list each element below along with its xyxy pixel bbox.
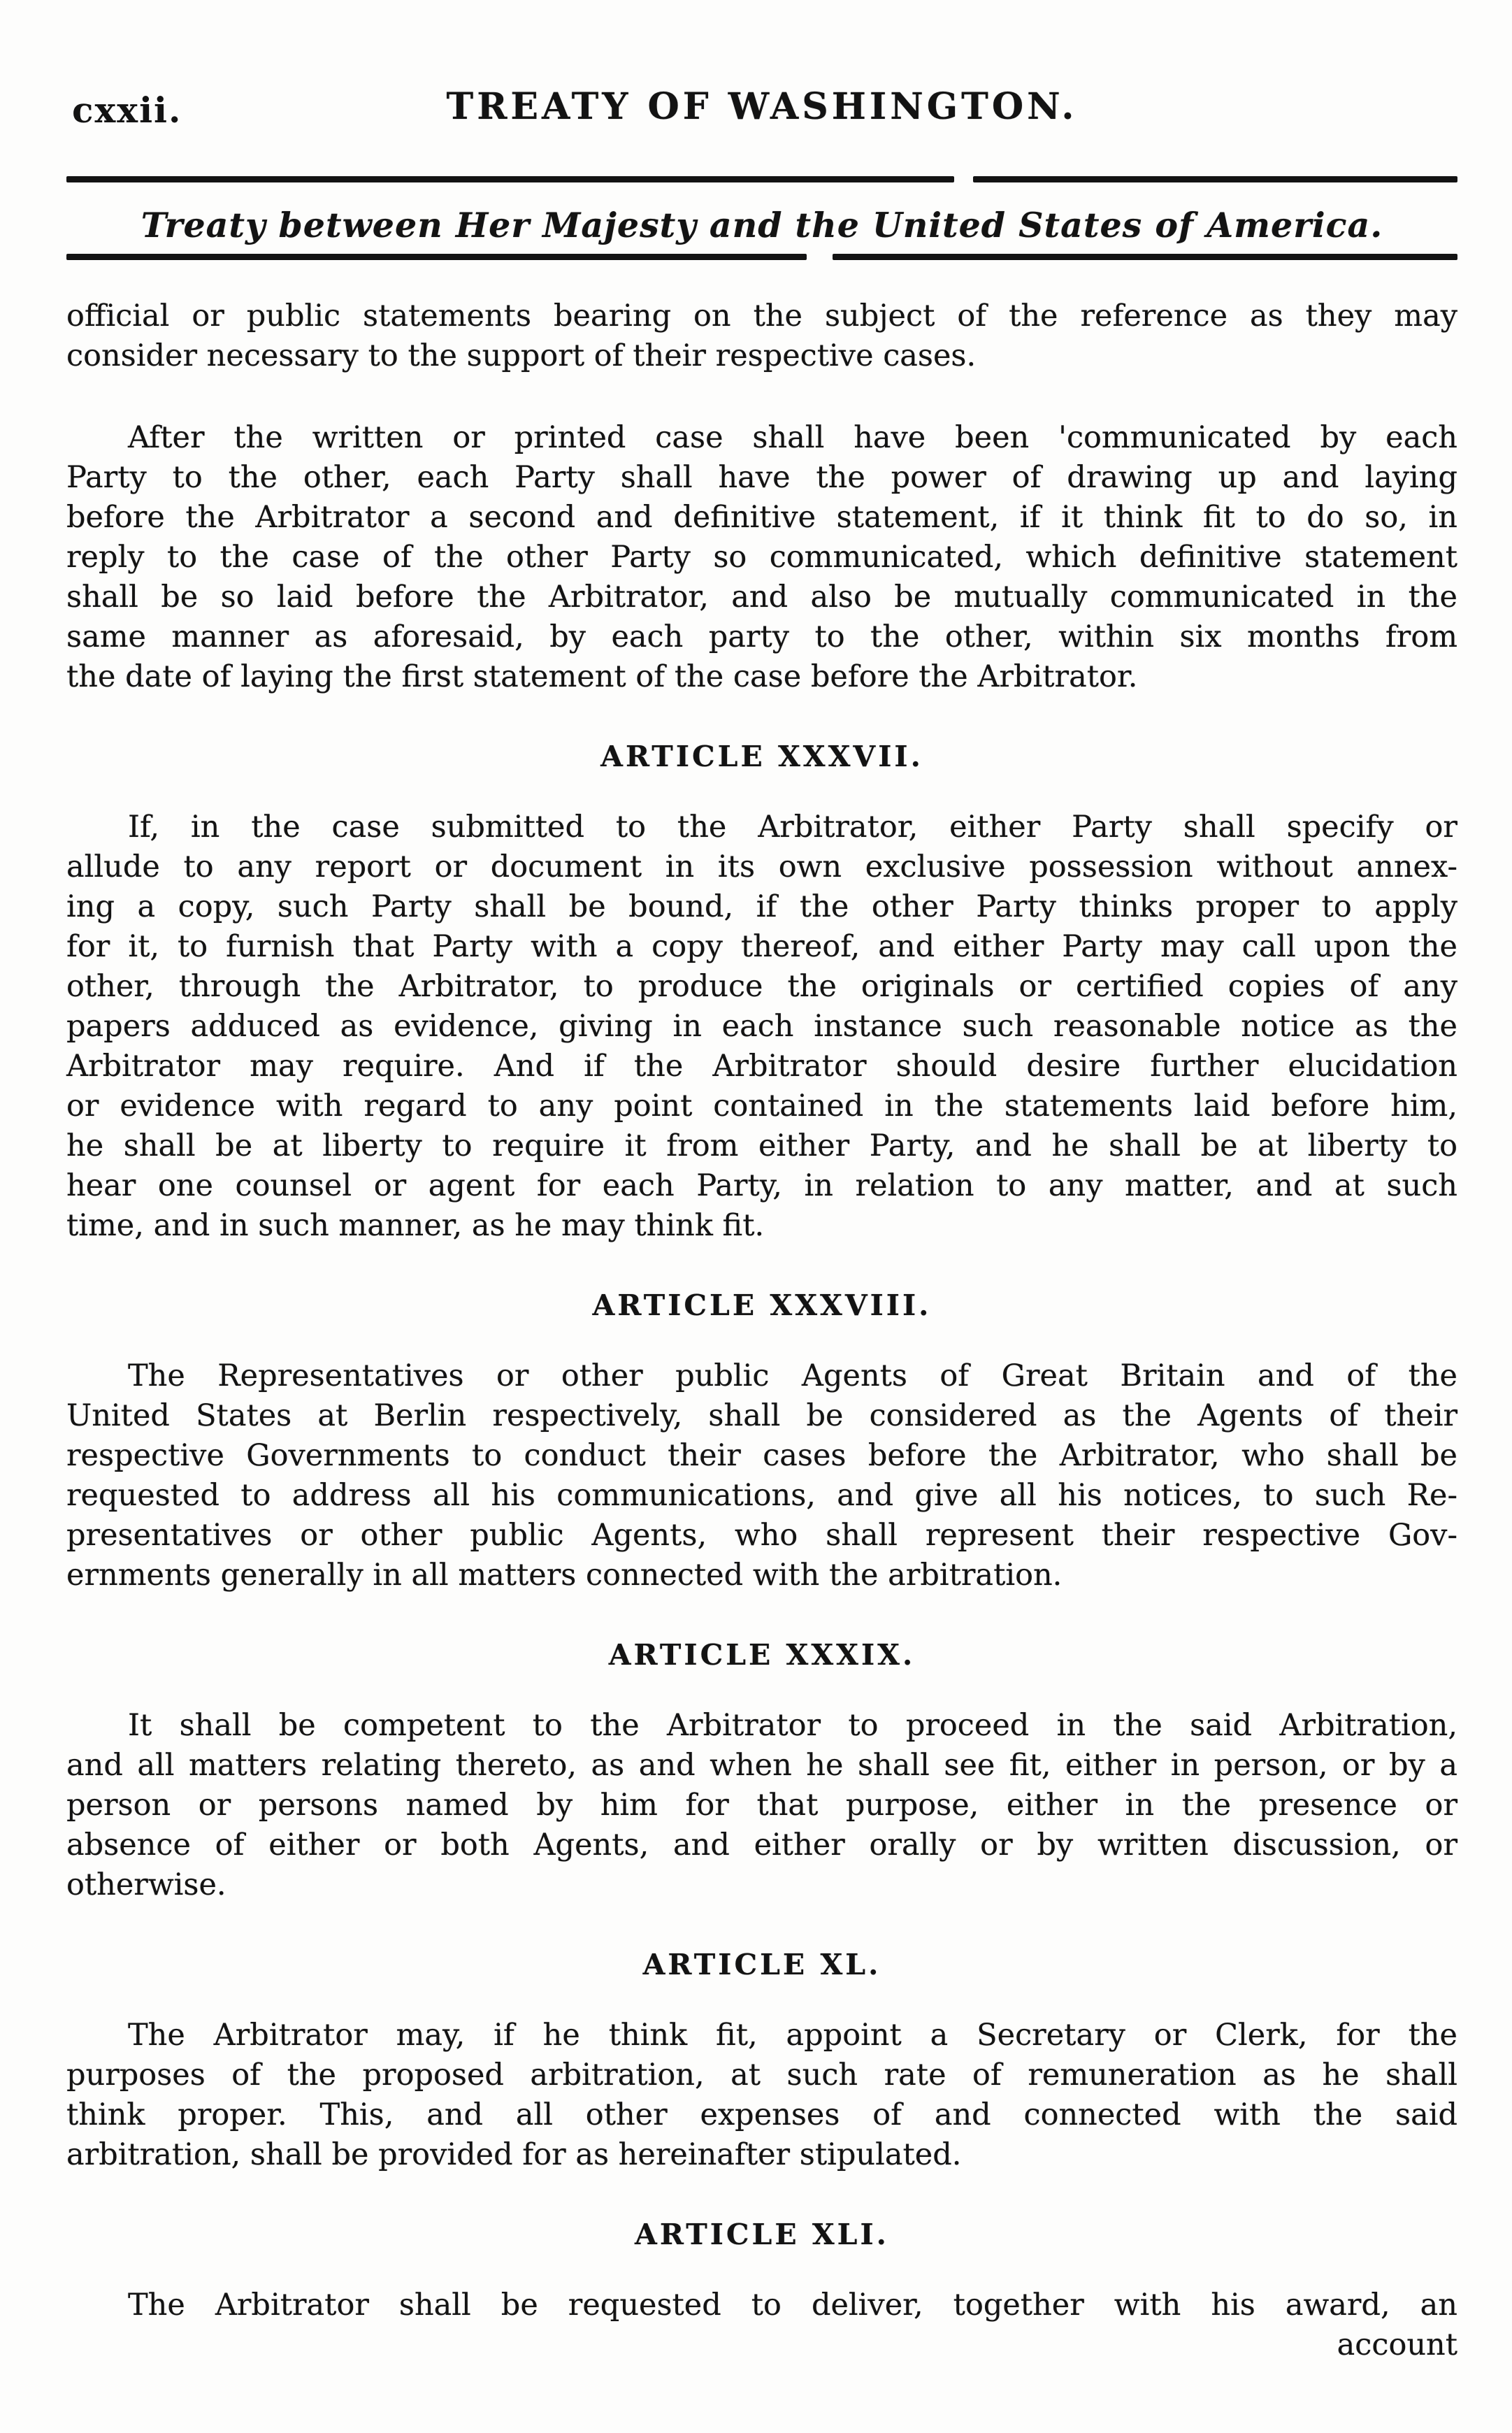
paragraph [66,2285,1457,2325]
text-line: shall be so laid before the Arbitrator, and also be mutually communicated in the [66,580,1457,615]
text-line: ernments generally in all matters connected with the arbitration. [66,1558,1063,1593]
rule-segment [833,254,1457,260]
rule-segment [66,176,954,182]
page-content [66,85,1457,2365]
text-line: time, and in such manner, as he may think fit. [66,1208,765,1243]
rule-segment [973,176,1457,182]
text-line: person or persons named by him for that purpose, either in the presence or [66,1788,1457,1823]
running-title: TREATY OF WASHINGTON. [446,85,1078,128]
text-line: arbitration, shall be provided for as hereinafter stipulated. [66,2137,962,2172]
masthead [66,85,1457,137]
catchword: account [1337,2327,1457,2362]
text-line: It shall be competent to the Arbitrator to proceed in the said Arbitration, [128,1708,1457,1743]
text-line: reply to the case of the other Party so communicated, which definitive statement [66,540,1457,575]
horizontal-rule-bottom [66,254,1457,260]
text-line: If, in the case submitted to the Arbitrator, either Party shall specify or [128,810,1457,845]
text-line: and all matters relating thereto, as and when he shall see fit, either in person, or by a [66,1748,1457,1783]
treaty-subtitle: Treaty between Her Majesty and the United States of America. [141,205,1383,245]
text-line: he shall be at liberty to require it from either Party, and he shall be at liberty to [66,1128,1457,1163]
text-line: purposes of the proposed arbitration, at such rate of remuneration as he shall [66,2058,1457,2093]
text-line: After the written or printed case shall have been 'communicated by each [128,420,1457,455]
document-body [66,296,1457,2365]
paragraph [66,1356,1457,1595]
paragraph [66,2016,1457,2175]
article-heading: ARTICLE XXXVIII. [592,1289,932,1322]
text-line: absence of either or both Agents, and either orally or by written discussion, or [66,1828,1457,1863]
text-line: United States at Berlin respectively, shall be considered as the Agents of their [66,1398,1457,1433]
text-line: allude to any report or document in its own exclusive possession without annex- [66,849,1457,884]
paragraph [66,418,1457,697]
text-line: ing a copy, such Party shall be bound, if the other Party thinks proper to apply [66,889,1457,924]
paragraph [66,808,1457,1246]
text-line: otherwise. [66,1867,226,1902]
text-line: presentatives or other public Agents, who shall represent their respective Gov- [66,1518,1457,1553]
article-heading: ARTICLE XLI. [635,2218,889,2251]
text-line: before the Arbitrator a second and definitive statement, if it think fit to do so, in [66,500,1457,535]
rule-segment [66,254,807,260]
page-number: cxxii. [72,89,182,131]
text-line: requested to address all his communications, and give all his notices, to such Re- [66,1478,1457,1513]
article-heading: ARTICLE XXXVII. [600,740,923,773]
article-heading: ARTICLE XL. [642,1948,881,1981]
text-line: The Arbitrator shall be requested to deliver, together with his award, an [128,2288,1457,2323]
text-line: the date of laying the first statement of the case before the Arbitrator. [66,659,1138,694]
horizontal-rule-top [66,176,1457,182]
text-line: The Arbitrator may, if he think fit, appoint a Secretary or Clerk, for the [128,2018,1457,2053]
text-line: respective Governments to conduct their cases before the Arbitrator, who shall be [66,1438,1457,1473]
text-line: hear one counsel or agent for each Party, in relation to any matter, and at such [66,1168,1457,1203]
text-line: other, through the Arbitrator, to produce the originals or certified copies of any [66,969,1457,1004]
text-line: for it, to furnish that Party with a copy thereof, and either Party may call upon the [66,929,1457,964]
text-line: think proper. This, and all other expenses of and connected with the said [66,2097,1457,2132]
paragraph [66,296,1457,376]
text-line: Arbitrator may require. And if the Arbitrator should desire further elucidation [66,1049,1457,1084]
text-line: papers adduced as evidence, giving in each instance such reasonable notice as the [66,1009,1457,1044]
article-heading: ARTICLE XXXIX. [608,1638,916,1672]
text-line: same manner as aforesaid, by each party to the other, within six months from [66,619,1457,654]
paragraph [66,1706,1457,1905]
text-line: official or public statements bearing on the subject of the reference as they may [66,299,1457,333]
text-line: consider necessary to the support of their respective cases. [66,338,977,373]
text-line: The Representatives or other public Agents of Great Britain and of the [128,1358,1457,1393]
text-line: or evidence with regard to any point contained in the statements laid before him, [66,1089,1457,1124]
text-line: Party to the other, each Party shall have the power of drawing up and laying [66,460,1457,495]
